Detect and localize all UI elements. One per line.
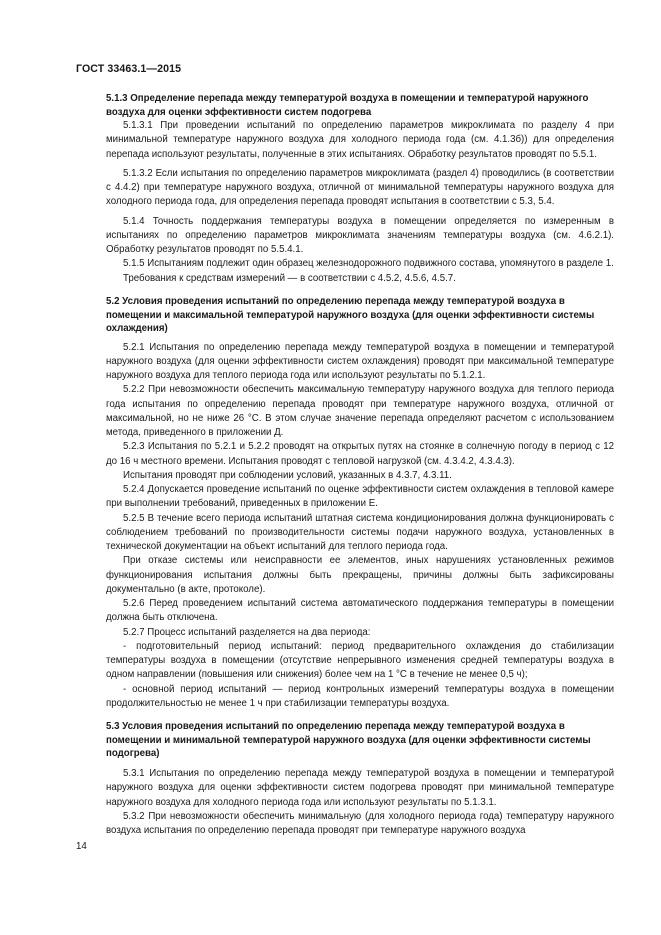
section-5-2-title: 5.2 Условия проведения испытаний по определению перепада между температурой воздуха в помещении и максимальной температурой наружного воздуха (для оценки эффективности системы охлаждения)	[106, 295, 595, 335]
list-item-main-period: - основной период испытаний — период контрольных измерений температуры воздуха в помещении продолжительностью не менее 1 ч при стабилизации температуры воздуха.	[106, 683, 614, 709]
paragraph-5-3-1: 5.3.1 Испытания по определению перепада между температурой воздуха в помещении и температурой наружного воздуха для оценки эффективности систем подогрева проводят при минимальной температуре наружного воздуха для холодного периода года или используют результаты по 5.1.3.1.	[106, 768, 614, 808]
paragraph-5-2-5: 5.2.5 В течение всего периода испытаний штатная система кондиционирования должна функционировать с соблюдением требований по производительности системы подачи наружного воздуха, установленных в технической документации на объект испытаний для теплого периода года.	[106, 512, 614, 553]
paragraph-5-2-7: 5.2.7 Процесс испытаний разделяется на два периода:	[123, 626, 371, 638]
paragraph-5-1-5: 5.1.5 Испытаниям подлежит один образец железнодорожного подвижного состава, упомянутого в разделе 1.	[123, 258, 614, 270]
paragraph-5-2-3-conditions: Испытания проводят при соблюдении условий, указанных в 4.3.7, 4.3.11.	[123, 469, 452, 481]
paragraph-5-1-3-2: 5.1.3.2 Если испытания по определению параметров микроклимата (раздел 4) проводились (в соответствии с 4.4.2) при температуре наружного воздуха, отличной от минимальной температуры наружного воздуха для холодного периода года, для определения перепада проводят испытания в соответствии с 5.3, 5.4.	[106, 167, 614, 208]
paragraph-5-1-4: 5.1.4 Точность поддержания температуры воздуха в помещении определяется по измеренным в испытаниях по определению параметров микроклимата значениям температуры воздуха (см. 4.6.2.1). Обработку результатов проводят по 5.5.4.1.	[106, 215, 614, 256]
page-number: 14	[76, 841, 87, 852]
paragraph-5-2-5-failure: При отказе системы или неисправности ее элементов, иных нарушениях установленных режимов функционирования испытания должны быть прекращены, причины должны быть зафиксированы документально (в акте, протоколе).	[106, 555, 614, 595]
paragraph-5-1-5-requirements: Требования к средствам измерений — в соответствии с 4.5.2, 4.5.6, 4.5.7.	[123, 272, 456, 284]
document-header: ГОСТ 33463.1—2015	[76, 63, 182, 75]
section-5-1-3-title: 5.1.3 Определение перепада между температурой воздуха в помещении и температурой наружного воздуха для оценки эффективности систем подогрева	[106, 93, 589, 118]
paragraph-5-1-3-1: 5.1.3.1 При проведении испытаний по определению параметров микроклимата по разделу 4 при минимальной температуре наружного воздуха для холодного периода года (см. 4.1.3б)) для определения перепада используют результаты, полученные в этих испытаниях. Обработку результатов проводят по 5.5.1.	[106, 120, 614, 160]
paragraph-5-2-2: 5.2.2 При невозможности обеспечить максимальную температуру наружного воздуха для теплого периода года испытания по определению перепада проводят при температуре наружного воздуха, отличной от максимальной, но не ниже 26 °С. В этом случае значение перепада определяют расчетом с использованием метода, приведенного в приложении Д.	[106, 384, 614, 439]
paragraph-5-2-4: 5.2.4 Допускается проведение испытаний по оценке эффективности систем охлаждения в тепловой камере при выполнении требований, приведенных в приложении Е.	[106, 484, 614, 510]
paragraph-5-2-3: 5.2.3 Испытания по 5.2.1 и 5.2.2 проводят на открытых путях на стоянке в солнечную погоду в период с 12 до 16 ч местного времени. Испытания проводят с тепловой нагрузкой (см. 4.3.4.2, 4.3.4.3).	[106, 441, 614, 467]
paragraph-5-3-2: 5.3.2 При невозможности обеспечить минимальную (для холодного периода года) температуру наружного воздуха испытания по определению перепада проводят при температуре наружного воздуха	[106, 810, 614, 836]
paragraph-5-2-1: 5.2.1 Испытания по определению перепада между температурой воздуха в помещении и температурой наружного воздуха (для оценки эффективности систем охлаждения) проводят при максимальной температуре наружного воздуха для теплого периода года или используют результаты по 5.1.2.1.	[106, 341, 614, 382]
document-body	[106, 92, 614, 838]
list-item-preparatory-period: - подготовительный период испытаний: период предварительного охлаждения до стабилизации температуры воздуха в помещении (отсутствие непрерывного изменения средней температуры воздуха в одном направлении (повышения или снижения) более чем на 1 °С в течение не менее 0,5 ч);	[106, 640, 614, 681]
paragraph-5-2-6: 5.2.6 Перед проведением испытаний система автоматического поддержания температуры в помещении должна быть отключена.	[106, 598, 614, 624]
section-5-3-title: 5.3 Условия проведения испытаний по определению перепада между температурой воздуха в помещении и минимальной температурой наружного воздуха (для оценки эффективности системы подогрева)	[106, 721, 591, 760]
